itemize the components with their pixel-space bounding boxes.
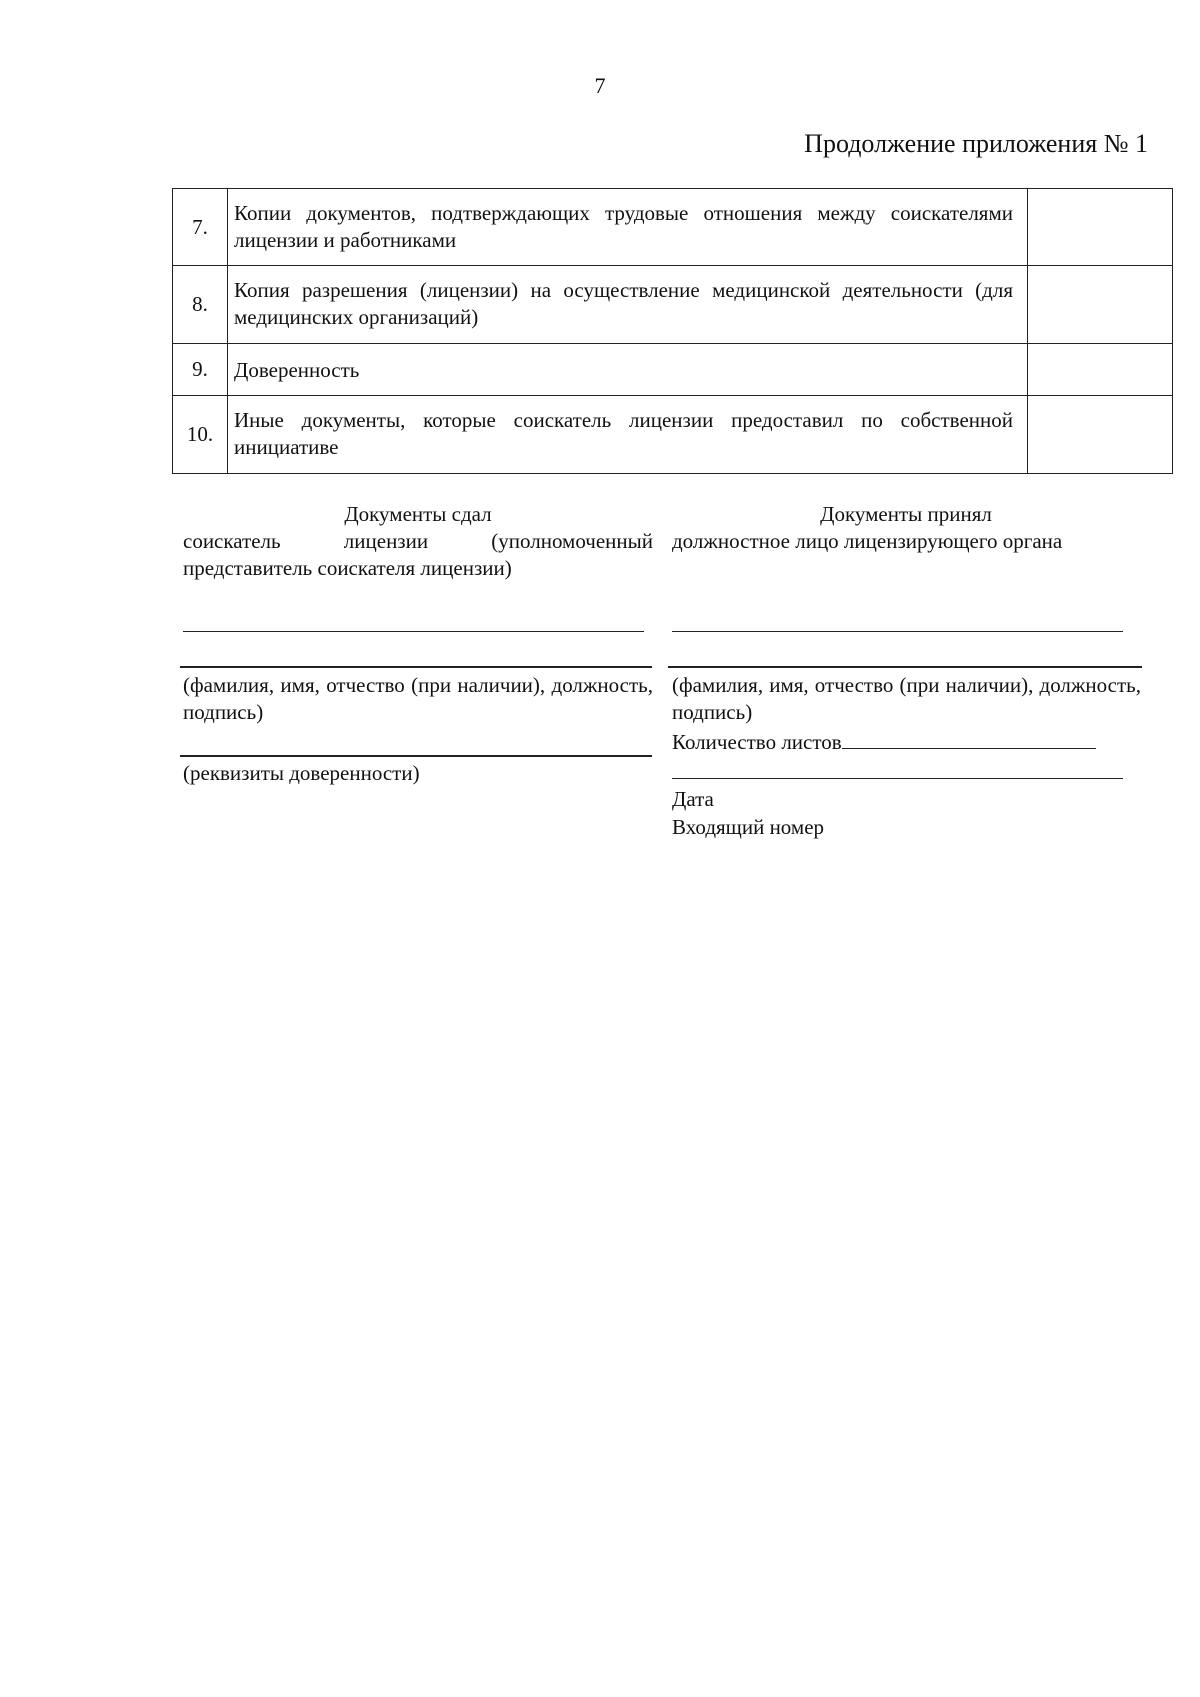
table-row [173, 344, 1173, 396]
submitted-description: соискатель лицензии (уполномоченный представитель соискателя лицензии) [183, 529, 653, 580]
row-mark-cell [1028, 344, 1173, 396]
received-extra-line [672, 778, 1123, 779]
row-description: Доверенность [228, 344, 1028, 396]
row-number: 9. [173, 344, 228, 396]
documents-table [172, 188, 1173, 474]
appendix-title: Продолжение приложения № 1 [804, 129, 1148, 158]
row-number: 7. [173, 189, 228, 266]
received-name-caption: (фамилия, имя, отчество (при наличии), должность, подпись) [672, 673, 1141, 724]
date-label: Дата [672, 787, 714, 811]
submitted-signature-line [183, 631, 644, 632]
sheets-count-field[interactable] [842, 728, 1096, 749]
row-mark-cell [1028, 396, 1173, 474]
submitted-heading: Документы сдал [344, 502, 492, 526]
received-name-line [668, 666, 1142, 668]
proxy-caption: (реквизиты доверенности) [183, 761, 420, 785]
submitted-block [183, 501, 653, 582]
page-number: 7 [594, 73, 606, 98]
row-mark-cell [1028, 189, 1173, 266]
received-heading: Документы принял [820, 502, 992, 526]
table-row [173, 266, 1173, 344]
row-description: Иные документы, которые соискатель лицензии предоставил по собственной инициативе [228, 396, 1028, 474]
table-row [173, 396, 1173, 474]
row-number: 10. [173, 396, 228, 474]
row-number: 8. [173, 266, 228, 344]
sheets-count-label: Количество листов [672, 730, 842, 754]
sheets-count-row [672, 728, 1096, 756]
row-description: Копия разрешения (лицензии) на осуществление медицинской деятельности (для медицинских организаций) [228, 266, 1028, 344]
received-block [672, 501, 1140, 555]
row-description: Копии документов, подтверждающих трудовые отношения между соискателями лицензии и работниками [228, 189, 1028, 266]
received-description: должностное лицо лицензирующего органа [672, 529, 1063, 553]
row-mark-cell [1028, 266, 1173, 344]
submitted-name-line [180, 666, 652, 668]
proxy-details-line [180, 755, 652, 757]
submitted-name-caption: (фамилия, имя, отчество (при наличии), должность, подпись) [183, 673, 653, 724]
table-row [173, 189, 1173, 266]
received-signature-line [672, 631, 1123, 632]
incoming-number-label: Входящий номер [672, 815, 825, 839]
